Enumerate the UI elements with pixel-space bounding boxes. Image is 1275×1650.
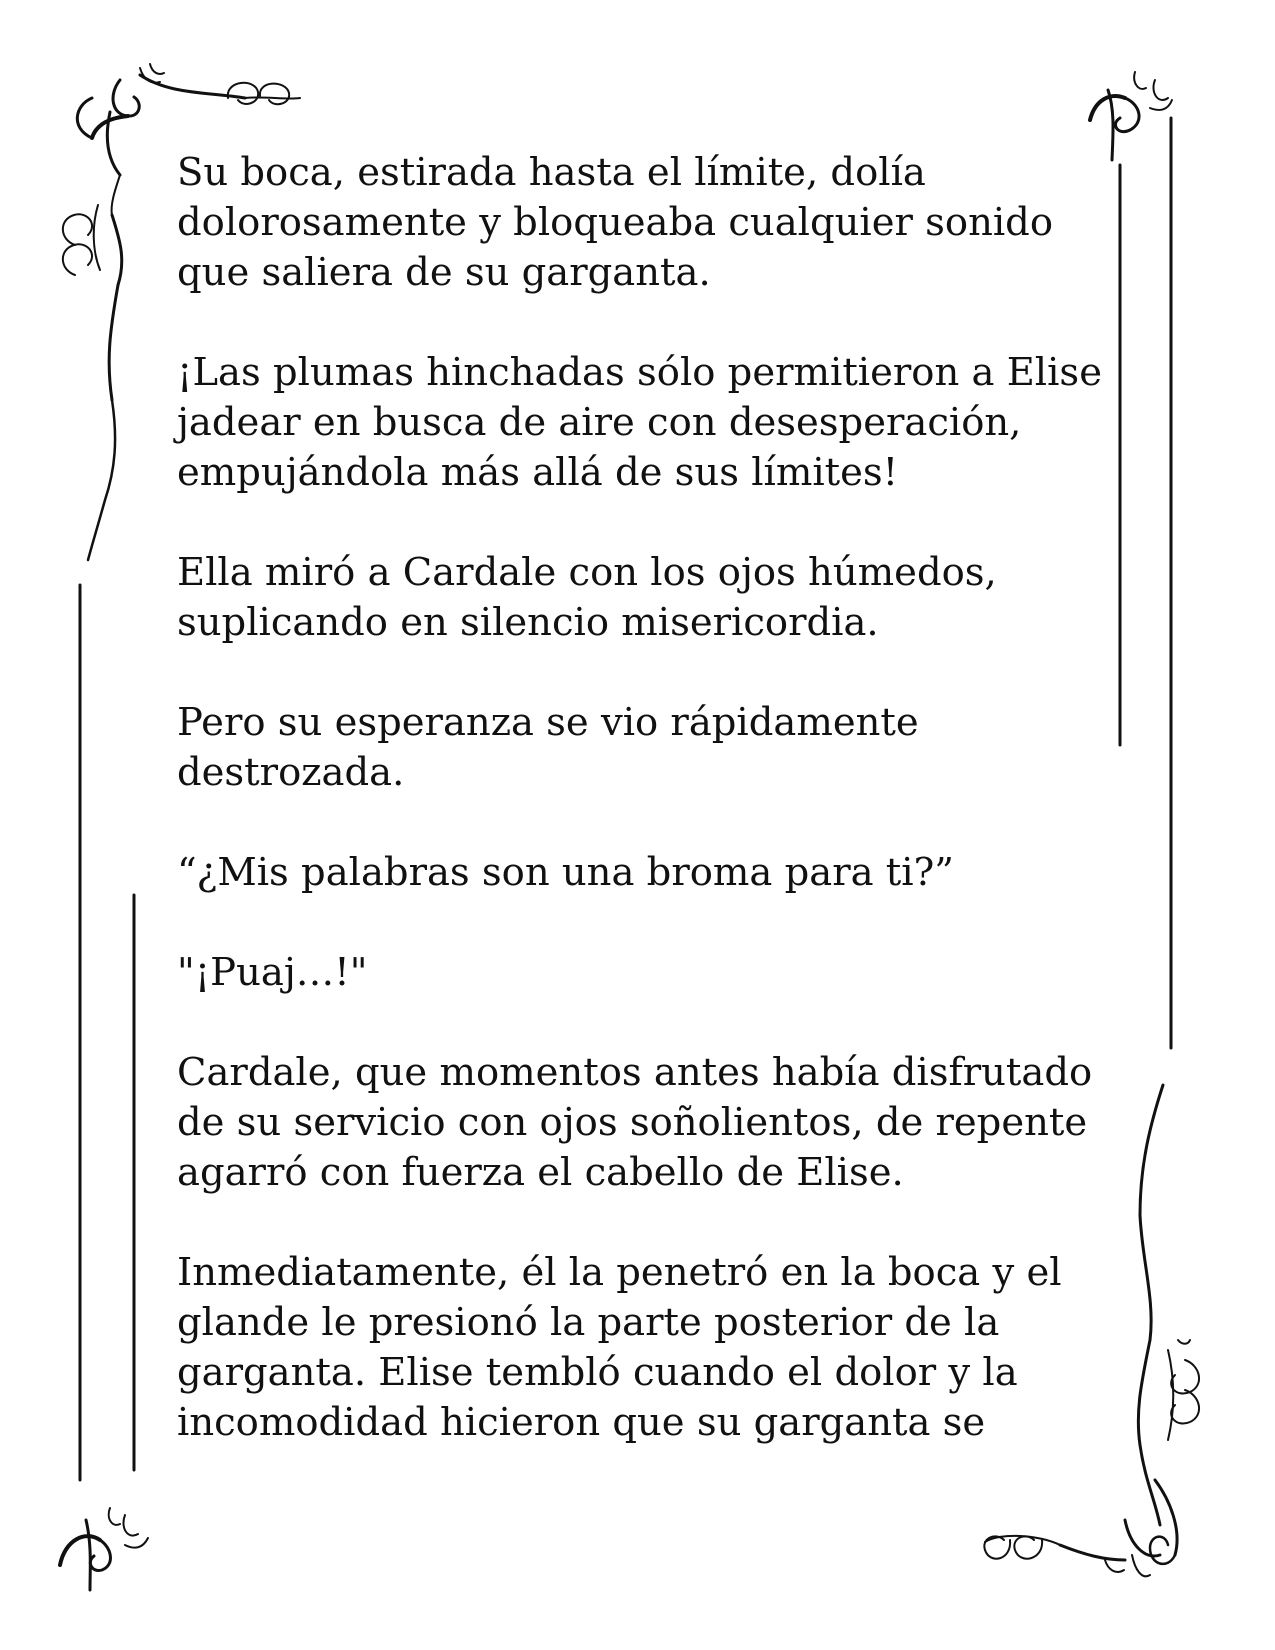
text-line: Ella miró a Cardale con los ojos húmedos, — [177, 550, 997, 595]
text-line: suplicando en silencio misericordia. — [177, 600, 879, 645]
text-line: ¡Las plumas hinchadas sólo permitieron a Elise — [177, 350, 1102, 395]
text-line: incomodidad hicieron que su garganta se — [177, 1400, 986, 1445]
text-line: garganta. Elise tembló cuando el dolor y la — [177, 1350, 1018, 1395]
text-line: glande le presionó la parte posterior de la — [177, 1300, 1000, 1345]
paragraph — [177, 348, 1117, 498]
text-line: destrozada. — [177, 750, 405, 795]
text-line: Su boca, estirada hasta el límite, dolía — [177, 150, 926, 195]
text-line: dolorosamente y bloqueaba cualquier sonido — [177, 200, 1054, 245]
top-right-flourish-icon — [1090, 72, 1172, 160]
paragraph — [177, 698, 1117, 798]
text-line: "¡Puaj…!" — [177, 950, 368, 995]
text-line: Cardale, que momentos antes había disfrutado — [177, 1050, 1093, 1095]
text-line: jadear en busca de aire con desesperación, — [177, 400, 1022, 445]
paragraph — [177, 1048, 1117, 1198]
text-line: empujándola más allá de sus límites! — [177, 450, 899, 495]
text-line: de su servicio con ojos soñolientos, de repente — [177, 1100, 1088, 1145]
text-line: Inmediatamente, él la penetró en la boca y el — [177, 1250, 1062, 1295]
paragraph — [177, 1248, 1117, 1448]
text-line: agarró con fuerza el cabello de Elise. — [177, 1150, 904, 1195]
text-line: Pero su esperanza se vio rápidamente — [177, 700, 919, 745]
story-text — [177, 148, 1117, 1498]
paragraph — [177, 948, 1117, 998]
text-line: “¿Mis palabras son una broma para ti?” — [177, 850, 954, 895]
text-line: que saliera de su garganta. — [177, 250, 711, 295]
paragraph — [177, 548, 1117, 648]
paragraph — [177, 148, 1117, 298]
bottom-left-flourish-icon — [60, 1508, 148, 1590]
paragraph — [177, 848, 1117, 898]
